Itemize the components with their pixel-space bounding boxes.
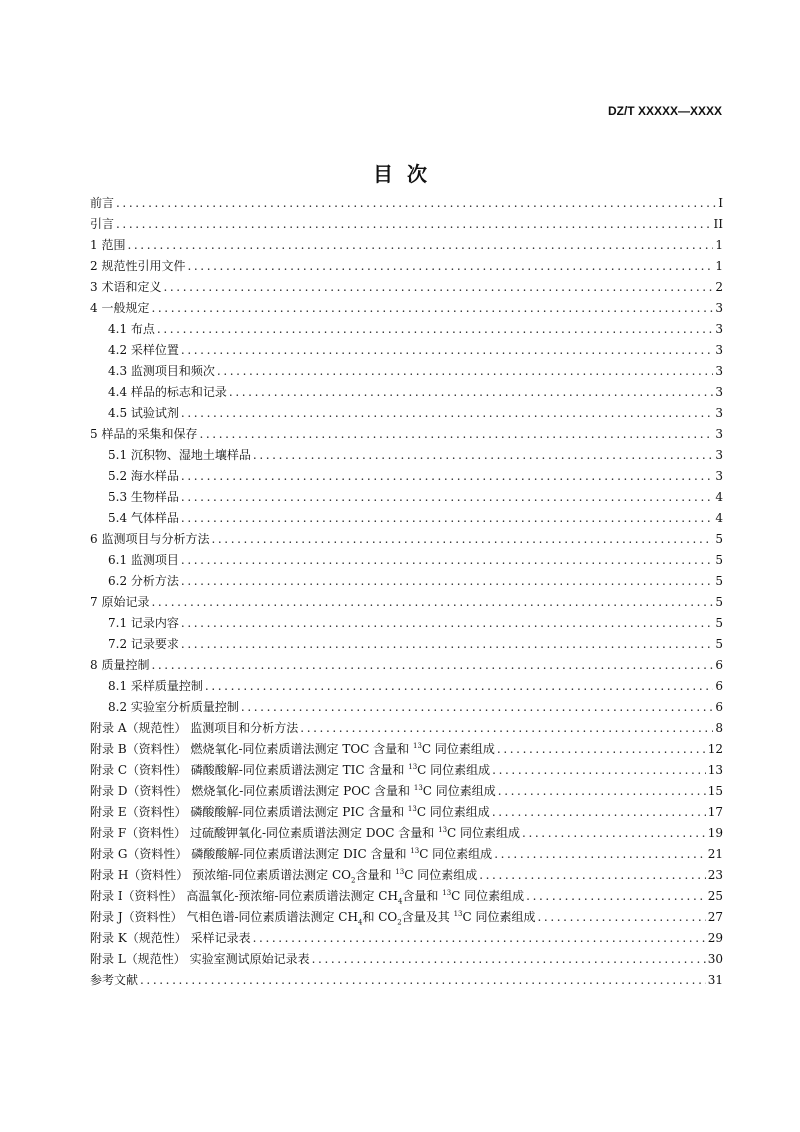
title-text: C 同位素组成 xyxy=(421,742,495,756)
title-text: 1 范围 xyxy=(90,238,126,252)
subscript: 4 xyxy=(397,897,403,906)
title-text: 附录 E（资料性） 磷酸酸解-同位素质谱法测定 PIC 含量和 xyxy=(90,805,408,819)
title-text: 5.3 生物样品 xyxy=(108,490,179,504)
dot-leader xyxy=(151,592,713,613)
toc-entry[interactable] xyxy=(90,907,723,928)
toc-entry[interactable] xyxy=(90,697,723,718)
subscript: 2 xyxy=(397,918,402,927)
title-text: 前言 xyxy=(90,196,115,210)
toc-entry[interactable] xyxy=(90,676,723,697)
toc-page-number: I xyxy=(718,196,723,210)
toc-entry-title xyxy=(108,382,227,403)
title-text: 4.4 样品的标志和记录 xyxy=(108,385,227,399)
toc-page-number: 29 xyxy=(707,931,723,945)
dot-leader xyxy=(116,214,712,235)
toc-entry-title xyxy=(90,907,536,928)
toc-page-number: 3 xyxy=(715,406,723,420)
toc-entry-title xyxy=(108,466,179,487)
toc-entry-title xyxy=(90,865,477,886)
dot-leader xyxy=(498,781,706,802)
toc-entry[interactable] xyxy=(90,403,723,424)
toc-entry-title xyxy=(90,529,209,550)
toc-entry-title xyxy=(90,235,125,256)
title-text: 附录 K（规范性） 采样记录表 xyxy=(90,931,251,945)
dot-leader xyxy=(181,340,713,361)
title-text: 含量和 xyxy=(402,889,443,903)
dot-leader xyxy=(163,277,713,298)
title-text: 7.2 记录要求 xyxy=(108,637,179,651)
title-text: 附录 L（规范性） 实验室测试原始记录表 xyxy=(90,952,310,966)
dot-leader xyxy=(181,634,713,655)
subscript: 4 xyxy=(357,918,363,927)
document-number: DZ/T XXXXX—XXXX xyxy=(607,104,722,118)
title-text: 附录 F（资料性） 过硫酸钾氧化-同位素质谱法测定 DOC 含量和 xyxy=(90,826,439,840)
toc-entry[interactable] xyxy=(90,865,723,886)
toc-page-number: 30 xyxy=(707,952,723,966)
title-text: 参考文献 xyxy=(90,973,139,987)
toc-page-number: 1 xyxy=(715,238,723,252)
toc-entry-title xyxy=(90,949,310,970)
dot-leader xyxy=(312,949,706,970)
title-text: 6.1 监测项目 xyxy=(108,553,179,567)
dot-leader xyxy=(181,571,713,592)
toc-entry-title xyxy=(90,298,149,319)
toc-page-number: 15 xyxy=(707,784,723,798)
dot-leader xyxy=(526,886,706,907)
title-text: 4.5 试验试剂 xyxy=(108,406,179,420)
toc-page-number: 3 xyxy=(715,364,723,378)
dot-leader xyxy=(300,718,713,739)
title-text: 7.1 记录内容 xyxy=(108,616,179,630)
toc-page-number: 6 xyxy=(715,658,723,672)
dot-leader xyxy=(538,907,706,928)
toc-page-number: 12 xyxy=(707,742,723,756)
toc-entry[interactable] xyxy=(90,298,723,319)
toc-entry[interactable] xyxy=(90,193,723,214)
toc-entry[interactable] xyxy=(90,718,723,739)
toc-entry[interactable] xyxy=(90,781,723,802)
dot-leader xyxy=(151,298,713,319)
toc-page-number: 3 xyxy=(715,301,723,315)
toc-entry[interactable] xyxy=(90,256,723,277)
dot-leader xyxy=(253,928,706,949)
dot-leader xyxy=(127,235,713,256)
title-text: C 同位素组成 xyxy=(451,889,525,903)
toc-entry[interactable] xyxy=(90,739,723,760)
title-text: 附录 B（资料性） 燃烧氧化-同位素质谱法测定 TOC 含量和 xyxy=(90,742,413,756)
toc-entry[interactable] xyxy=(90,214,723,235)
dot-leader xyxy=(140,970,706,991)
toc-page-number: 3 xyxy=(715,322,723,336)
toc-entry[interactable] xyxy=(90,928,723,949)
title-text: 附录 J（资料性） 气相色谱-同位素质谱法测定 CH xyxy=(90,910,358,924)
toc-page-number: 8 xyxy=(715,721,723,735)
toc-entry[interactable] xyxy=(90,802,723,823)
dot-leader xyxy=(181,550,713,571)
dot-leader xyxy=(157,319,713,340)
toc-entry[interactable] xyxy=(90,424,723,445)
dot-leader xyxy=(151,655,713,676)
title-text: 含量和 xyxy=(355,868,396,882)
title-text: 含量及其 xyxy=(401,910,454,924)
toc-page-number: 3 xyxy=(715,385,723,399)
title-text: C 同位素组成 xyxy=(404,868,478,882)
toc-entry-title xyxy=(108,634,179,655)
title-text: 附录 D（资料性） 燃烧氧化-同位素质谱法测定 POC 含量和 xyxy=(90,784,414,798)
toc-entry[interactable] xyxy=(90,949,723,970)
toc-entry-title xyxy=(90,739,495,760)
toc-entry-title xyxy=(108,319,155,340)
toc-entry-title xyxy=(108,508,179,529)
toc-entry-title xyxy=(90,823,520,844)
title-text: 附录 G（资料性） 磷酸酸解-同位素质谱法测定 DIC 含量和 xyxy=(90,847,411,861)
dot-leader xyxy=(492,802,706,823)
title-text: 3 术语和定义 xyxy=(90,280,162,294)
title-text: 5.2 海水样品 xyxy=(108,469,179,483)
toc-page-number: 5 xyxy=(715,532,723,546)
toc-page-number: 6 xyxy=(715,679,723,693)
dot-leader xyxy=(217,361,713,382)
toc-entry-title xyxy=(108,403,179,424)
toc-page-number: 25 xyxy=(707,889,723,903)
title-text: 引言 xyxy=(90,217,115,231)
title-text: C 同位素组成 xyxy=(462,910,536,924)
toc-entry[interactable] xyxy=(90,508,723,529)
toc-entry-title xyxy=(90,970,138,991)
dot-leader xyxy=(181,508,713,529)
toc-page-number: 5 xyxy=(715,553,723,567)
toc-entry-title xyxy=(90,781,496,802)
toc-page-number: 5 xyxy=(715,637,723,651)
title-text: 2 规范性引用文件 xyxy=(90,259,186,273)
toc-entry[interactable] xyxy=(90,529,723,550)
superscript: 13 xyxy=(410,847,420,855)
toc-entry-title xyxy=(90,592,149,613)
superscript: 13 xyxy=(395,868,405,876)
toc-entry-title xyxy=(90,214,114,235)
toc-entry[interactable] xyxy=(90,466,723,487)
title-text: C 同位素组成 xyxy=(422,784,496,798)
title-text: C 同位素组成 xyxy=(417,763,491,777)
dot-leader xyxy=(492,760,706,781)
superscript: 13 xyxy=(453,910,463,918)
toc-entry-title xyxy=(90,802,490,823)
toc-entry[interactable] xyxy=(90,592,723,613)
title-text: C 同位素组成 xyxy=(416,805,490,819)
toc-entry[interactable] xyxy=(90,382,723,403)
dot-leader xyxy=(181,613,713,634)
dot-leader xyxy=(494,844,706,865)
superscript: 13 xyxy=(407,805,417,813)
toc-page-number: 13 xyxy=(707,763,723,777)
dot-leader xyxy=(116,193,716,214)
dot-leader xyxy=(253,445,713,466)
title-text: 6.2 分析方法 xyxy=(108,574,179,588)
dot-leader xyxy=(199,424,713,445)
toc-entry[interactable] xyxy=(90,319,723,340)
toc-page-number: 27 xyxy=(707,910,723,924)
toc-entry-title xyxy=(90,424,197,445)
title-text: 附录 I（资料性） 高温氧化-预浓缩-同位素质谱法测定 CH xyxy=(90,889,398,903)
title-text: 附录 A（规范性） 监测项目和分析方法 xyxy=(90,721,299,735)
toc-entry-title xyxy=(90,655,149,676)
toc-page-number: 3 xyxy=(715,469,723,483)
toc-entry[interactable] xyxy=(90,277,723,298)
toc-page-number: 5 xyxy=(715,616,723,630)
title-text: C 同位素组成 xyxy=(419,847,493,861)
title-text: 5.1 沉积物、湿地土壤样品 xyxy=(108,448,251,462)
toc-entry[interactable] xyxy=(90,445,723,466)
toc-entry-title xyxy=(108,445,251,466)
toc-entry-title xyxy=(90,718,298,739)
toc-entry[interactable] xyxy=(90,235,723,256)
title-text: 4.2 采样位置 xyxy=(108,343,179,357)
title-text: C 同位素组成 xyxy=(447,826,521,840)
dot-leader xyxy=(181,466,713,487)
toc-entry[interactable] xyxy=(90,655,723,676)
toc-entry-title xyxy=(90,844,492,865)
title-text: 5.4 气体样品 xyxy=(108,511,179,525)
toc-entry-title xyxy=(108,487,179,508)
toc-page-number: 3 xyxy=(715,427,723,441)
dot-leader xyxy=(479,865,706,886)
toc-page-number: 5 xyxy=(715,595,723,609)
dot-leader xyxy=(497,739,706,760)
superscript: 13 xyxy=(442,889,452,897)
toc-entry-title xyxy=(90,193,114,214)
table-of-contents xyxy=(90,193,723,991)
title-text: 附录 H（资料性） 预浓缩-同位素质谱法测定 CO xyxy=(90,868,351,882)
toc-entry-title xyxy=(108,361,215,382)
title-text: 和 CO xyxy=(362,910,398,924)
title-text: 5 样品的采集和保存 xyxy=(90,427,198,441)
title-text: 4.1 布点 xyxy=(108,322,155,336)
toc-page-number: 2 xyxy=(715,280,723,294)
toc-entry-title xyxy=(108,340,179,361)
title-text: 7 原始记录 xyxy=(90,595,150,609)
dot-leader xyxy=(205,676,713,697)
title-text: 8 质量控制 xyxy=(90,658,150,672)
superscript: 13 xyxy=(408,763,418,771)
superscript: 13 xyxy=(413,784,423,792)
title-text: 8.2 实验室分析质量控制 xyxy=(108,700,239,714)
toc-entry[interactable] xyxy=(90,340,723,361)
dot-leader xyxy=(187,256,713,277)
toc-entry[interactable] xyxy=(90,487,723,508)
toc-page-number: 5 xyxy=(715,574,723,588)
toc-entry[interactable] xyxy=(90,886,723,907)
toc-page-number: 1 xyxy=(715,259,723,273)
toc-entry-title xyxy=(108,676,203,697)
toc-entry[interactable] xyxy=(90,613,723,634)
toc-entry[interactable] xyxy=(90,571,723,592)
dot-leader xyxy=(181,403,713,424)
toc-page-number: 3 xyxy=(715,343,723,357)
toc-entry-title xyxy=(108,613,179,634)
dot-leader xyxy=(211,529,713,550)
page-title: 目次 xyxy=(373,162,441,186)
toc-page-number: 3 xyxy=(715,448,723,462)
toc-page-number: 19 xyxy=(707,826,723,840)
toc-entry-title xyxy=(90,886,524,907)
dot-leader xyxy=(241,697,713,718)
toc-entry[interactable] xyxy=(90,634,723,655)
toc-entry-title xyxy=(90,760,490,781)
toc-entry-title xyxy=(108,550,179,571)
dot-leader xyxy=(181,487,713,508)
toc-entry-title xyxy=(90,256,185,277)
title-text: 附录 C（资料性） 磷酸酸解-同位素质谱法测定 TIC 含量和 xyxy=(90,763,409,777)
title-text: 4 一般规定 xyxy=(90,301,150,315)
toc-page-number: 4 xyxy=(715,490,723,504)
toc-entry[interactable] xyxy=(90,844,723,865)
superscript: 13 xyxy=(438,826,448,834)
title-text: 4.3 监测项目和频次 xyxy=(108,364,215,378)
toc-entry-title xyxy=(108,571,179,592)
toc-entry[interactable] xyxy=(90,760,723,781)
title-text: 6 监测项目与分析方法 xyxy=(90,532,210,546)
toc-entry[interactable] xyxy=(90,970,723,991)
subscript: 2 xyxy=(350,876,356,885)
toc-page-number: 4 xyxy=(715,511,723,525)
toc-entry-title xyxy=(90,928,251,949)
toc-entry[interactable] xyxy=(90,823,723,844)
toc-page-number: 6 xyxy=(715,700,723,714)
dot-leader xyxy=(229,382,713,403)
toc-page-number: II xyxy=(713,217,723,231)
toc-entry-title xyxy=(108,697,239,718)
toc-page-number: 31 xyxy=(707,973,723,987)
superscript: 13 xyxy=(412,742,422,750)
toc-page-number: 21 xyxy=(707,847,723,861)
toc-page-number: 23 xyxy=(707,868,723,882)
dot-leader xyxy=(522,823,706,844)
toc-entry[interactable] xyxy=(90,550,723,571)
toc-page-number: 17 xyxy=(707,805,723,819)
toc-entry[interactable] xyxy=(90,361,723,382)
title-text: 8.1 采样质量控制 xyxy=(108,679,203,693)
toc-entry-title xyxy=(90,277,161,298)
